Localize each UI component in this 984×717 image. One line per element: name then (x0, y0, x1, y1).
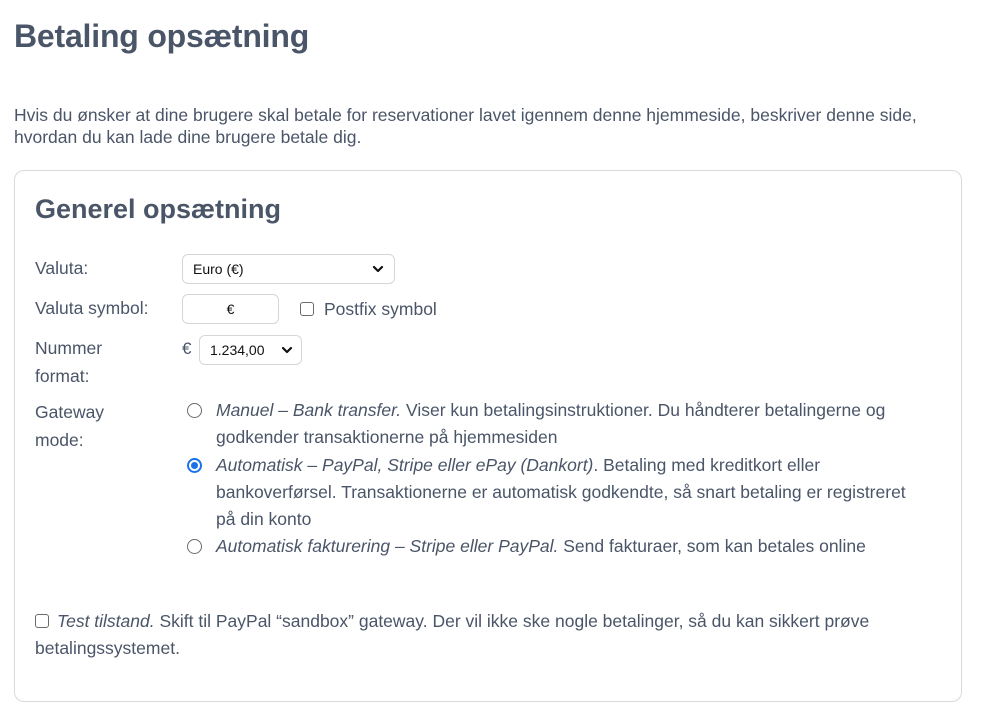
postfix-symbol-checkbox[interactable] (300, 302, 314, 316)
gateway-manual-title: Manuel – Bank transfer. (216, 400, 402, 420)
gateway-option-invoicing[interactable] (187, 533, 907, 560)
gateway-manual-radio[interactable] (187, 403, 202, 418)
currency-label: Valuta: (35, 258, 89, 278)
gateway-mode-label: Gateway mode: (35, 402, 105, 450)
gateway-invoicing-radio[interactable] (187, 539, 202, 554)
currency-select-value: Euro (€) (193, 261, 244, 277)
postfix-symbol-label: Postfix symbol (324, 299, 437, 319)
gateway-automatic-radio[interactable] (187, 458, 202, 473)
gateway-automatic-title: Automatisk – PayPal, Stripe eller ePay (Dankort) (216, 454, 594, 475)
gateway-invoicing-title: Automatisk fakturering – Stripe eller PayPal. (216, 536, 559, 557)
currency-symbol-label: Valuta symbol: (35, 298, 149, 318)
number-format-select-value: 1.234,00 (210, 342, 265, 358)
number-format-label: Nummer format: (35, 338, 103, 386)
currency-select[interactable] (182, 254, 395, 284)
postfix-symbol-option[interactable] (300, 295, 437, 323)
gateway-manual-description: Viser kun betalingsinstruktioner. Du håndterer betalingerne og godkender transaktionerne på hjemmesiden (216, 400, 886, 448)
intro-text: Hvis du ønsker at dine brugere skal betale for reservationer lavet igennem denne hjemmeside, beskriver denne side, hvordan du kan lade dine brugere betale dig. (14, 105, 917, 147)
chevron-down-icon (372, 263, 384, 275)
gateway-option-manual[interactable] (187, 397, 907, 452)
currency-symbol-input[interactable] (182, 294, 279, 324)
test-mode-description: Skift til PayPal “sandbox” gateway. Der vil ikke ske nogle betalinger, så du kan sikkert prøve betalingssystemet. (35, 611, 870, 659)
gateway-option-automatic[interactable] (187, 452, 907, 534)
number-format-currency-prefix: € (182, 339, 192, 358)
number-format-select[interactable] (199, 335, 302, 365)
section-title: Generel opsætning (35, 194, 282, 224)
page-title: Betaling opsætning (14, 18, 310, 54)
test-mode-option[interactable] (35, 608, 935, 663)
gateway-invoicing-description: Send fakturaer, som kan betales online (558, 536, 866, 557)
test-mode-title: Test tilstand. (57, 611, 155, 631)
general-settings-card (14, 170, 962, 702)
gateway-mode-options (187, 397, 907, 561)
test-mode-checkbox[interactable] (35, 614, 49, 628)
gateway-automatic-description: . Betaling med kreditkort eller bankoverførsel. Transaktionerne er automatisk godkendte, så snart betaling er registreret på din konto (216, 454, 906, 530)
chevron-down-icon (281, 344, 293, 356)
